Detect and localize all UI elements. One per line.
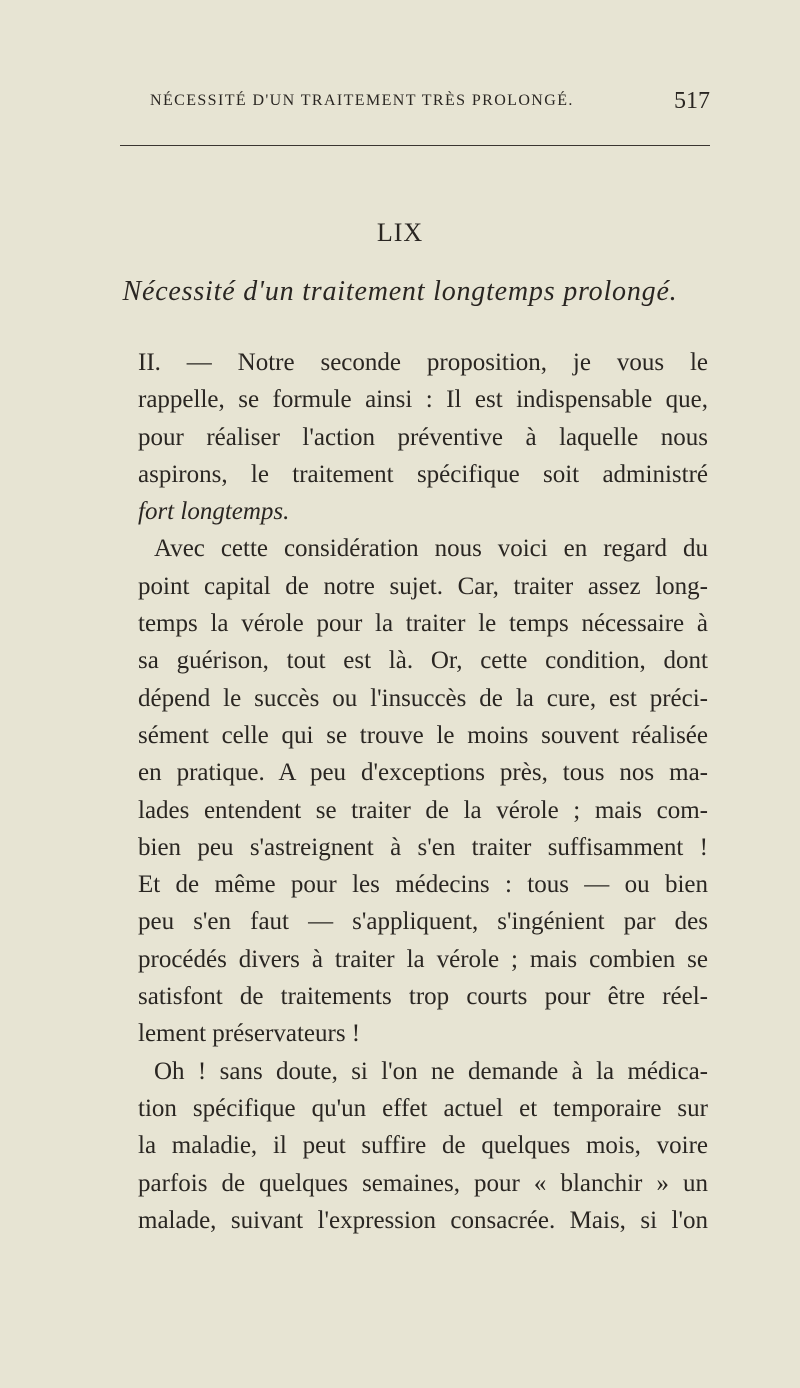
text-line: en pratique. A peu d'exceptions près, tous nos ma- xyxy=(138,759,708,787)
text-line: aspirons, le traitement spécifique soit administré xyxy=(138,460,708,488)
text-line: parfois de quelques semaines, pour « blanchir » un xyxy=(138,1169,708,1197)
text-line: Avec cette considération nous voici en regard du xyxy=(154,535,708,563)
text-line: lement préservateurs ! xyxy=(138,1020,361,1048)
text-line: dépend le succès ou l'insuccès de la cure, est préci- xyxy=(138,684,708,712)
text-line: Oh ! sans doute, si l'on ne demande à la médica- xyxy=(154,1057,708,1085)
text-line: procédés divers à traiter la vérole ; mais combien se xyxy=(138,945,708,973)
text-line: rappelle, se formule ainsi : Il est indispensable que, xyxy=(138,386,708,414)
running-title: NÉCESSITÉ D'UN TRAITEMENT TRÈS PROLONGÉ. xyxy=(150,92,574,109)
text-line: peu s'en faut — s'appliquent, s'ingénient par des xyxy=(138,908,708,936)
header-rule xyxy=(120,145,710,146)
chapter-title: Nécessité d'un traitement longtemps prolongé. xyxy=(122,276,678,307)
text-line: lades entendent se traiter de la vérole ; mais com- xyxy=(138,796,708,824)
text-line: II. — Notre seconde proposition, je vous le xyxy=(138,349,708,376)
text-line: sément celle qui se trouve le moins souvent réalisée xyxy=(138,721,708,749)
body-text xyxy=(138,344,708,1239)
running-head xyxy=(150,88,710,122)
text-line: tion spécifique qu'un effet actuel et temporaire sur xyxy=(138,1094,708,1122)
text-line: pour réaliser l'action préventive à laquelle nous xyxy=(138,423,708,451)
text-line: point capital de notre sujet. Car, traiter assez long- xyxy=(138,572,708,600)
chapter-number: LIX xyxy=(376,218,424,247)
text-line: malade, suivant l'expression consacrée. Mais, si l'on xyxy=(138,1206,708,1234)
text-line: temps la vérole pour la traiter le temps nécessaire à xyxy=(138,610,708,638)
text-line: sa guérison, tout est là. Or, cette condition, dont xyxy=(138,647,708,675)
text-line: fort longtemps. xyxy=(138,498,290,526)
page-number: 517 xyxy=(674,88,710,114)
text-line: la maladie, il peut suffire de quelques mois, voire xyxy=(138,1132,708,1160)
text-line: Et de même pour les médecins : tous — ou bien xyxy=(138,871,708,899)
text-line: satisfont de traitements trop courts pour être réel- xyxy=(138,983,708,1011)
text-line: bien peu s'astreignent à s'en traiter suffisamment ! xyxy=(138,833,708,861)
